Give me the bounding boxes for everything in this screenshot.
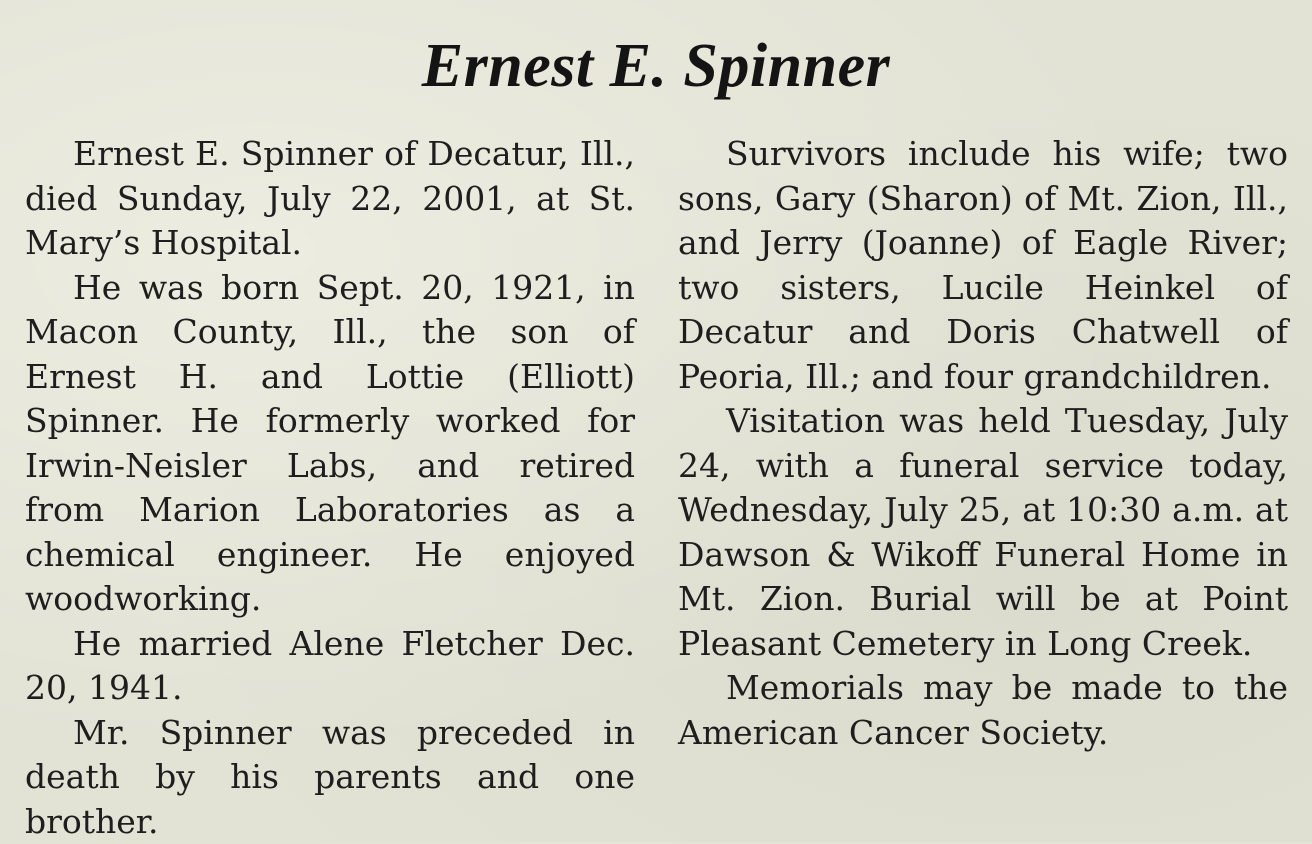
paragraph-death-notice: Ernest E. Spinner of Decatur, Ill., died Sunday, July 22, 2001, at St. Mary’s Hospital. bbox=[25, 132, 635, 266]
paragraph-services: Visitation was held Tuesday, July 24, with a funeral service today, Wednesday, July 25, at 10:30 a.m. at Dawson & Wikoff Funeral Home in Mt. Zion. Burial will be at Point Pleasant Cemetery in Long Creek. bbox=[678, 399, 1288, 666]
paragraph-memorials: Memorials may be made to the American Cancer Society. bbox=[678, 666, 1288, 755]
paragraph-marriage: He married Alene Fletcher Dec. 20, 1941. bbox=[25, 622, 635, 711]
right-column bbox=[678, 132, 1288, 755]
paragraph-survivors: Survivors include his wife; two sons, Gary (Sharon) of Mt. Zion, Ill., and Jerry (Joanne) of Eagle River; two sisters, Lucile Heinkel of Decatur and Doris Chatwell of Peoria, Ill.; and four grandchildren. bbox=[678, 132, 1288, 399]
left-column bbox=[25, 132, 635, 844]
paragraph-preceded-in-death: Mr. Spinner was preceded in death by his parents and one brother. bbox=[25, 711, 635, 844]
obituary-headline: Ernest E. Spinner bbox=[0, 26, 1312, 106]
paragraph-biography: He was born Sept. 20, 1921, in Macon County, Ill., the son of Ernest H. and Lottie (Elliott) Spinner. He formerly worked for Irwin-Neisler Labs, and retired from Marion Laboratories as a chemical engineer. He enjoyed woodworking. bbox=[25, 266, 635, 622]
